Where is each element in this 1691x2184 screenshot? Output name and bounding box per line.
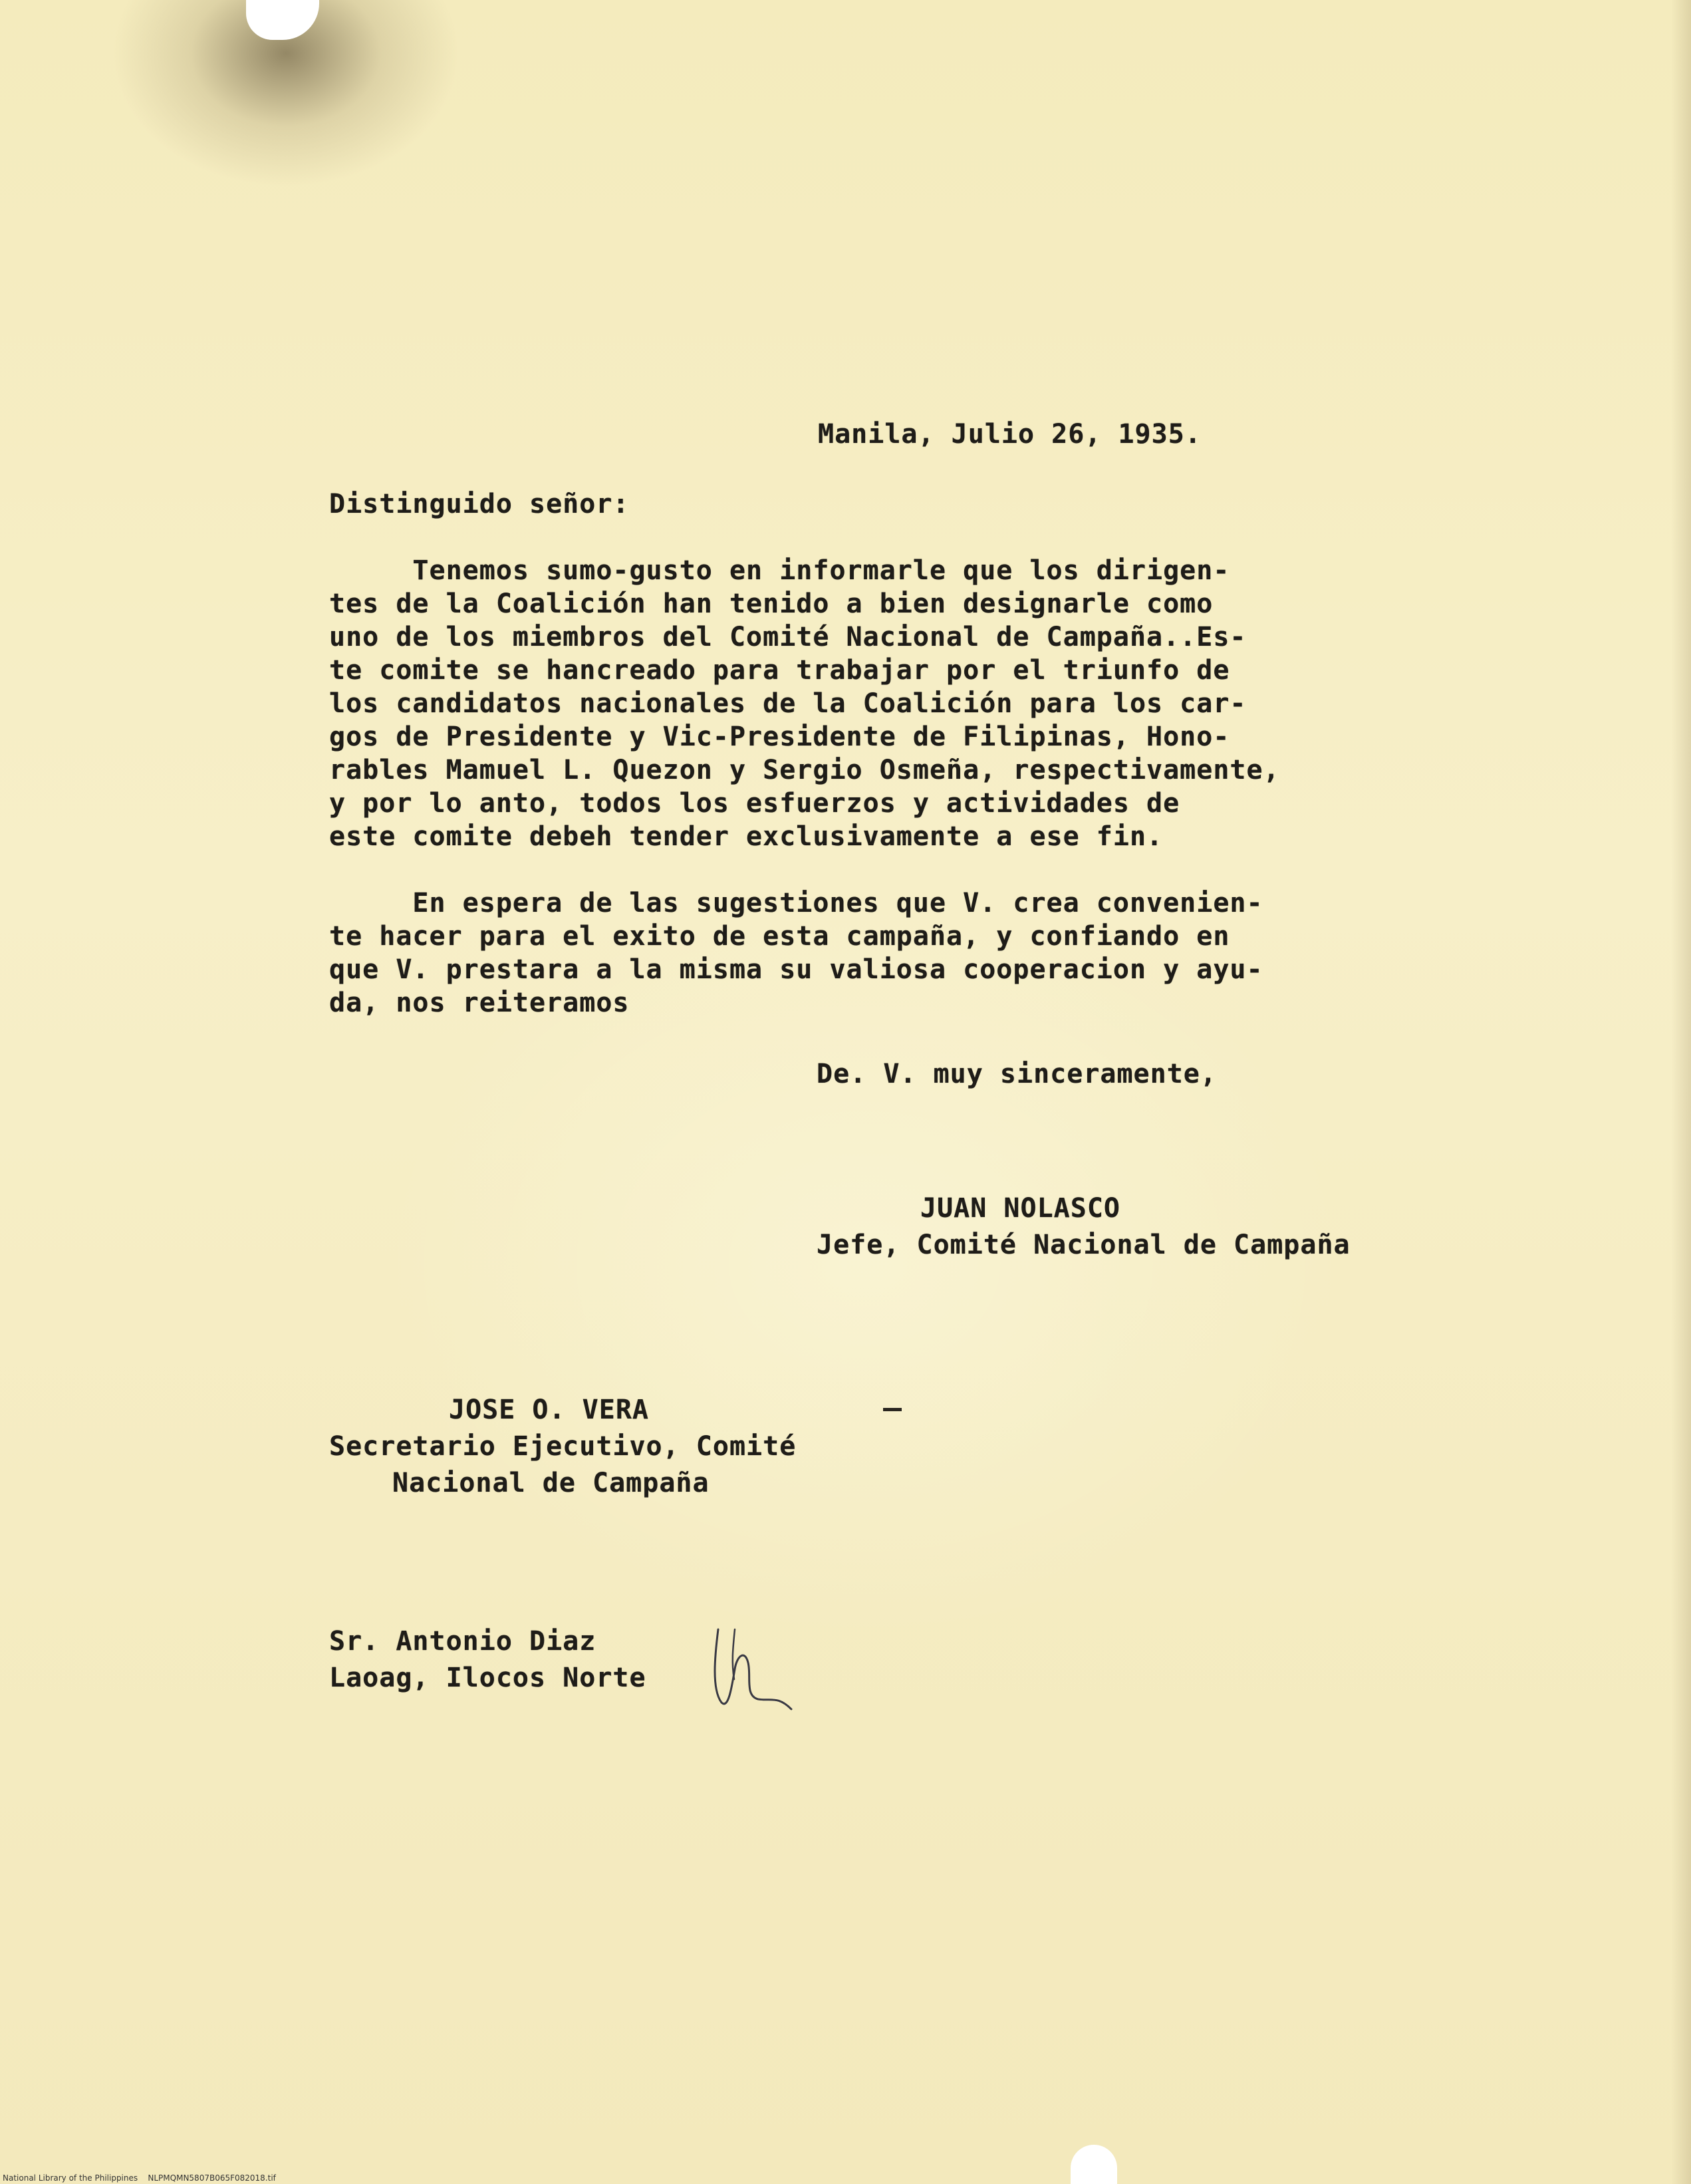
signatory-1-name: JUAN NOLASCO	[920, 1193, 1120, 1224]
letter-date: Manila, Julio 26, 1935.	[818, 419, 1202, 450]
signatory-2-name: JOSE O. VERA	[449, 1395, 649, 1425]
paragraph-line: que V. prestara a la misma su valiosa cooperacion y ayu-	[329, 954, 1263, 985]
paper-tear	[1071, 2145, 1117, 2184]
signatory-2-title-line-1: Secretario Ejecutivo, Comité	[329, 1431, 797, 1462]
recipient-location: Laoag, Ilocos Norte	[329, 1663, 646, 1693]
paragraph-line: y por lo anto, todos los esfuerzos y actividades de	[329, 788, 1180, 819]
paragraph-line: En espera de las sugestiones que V. crea convenien-	[329, 888, 1263, 918]
closing: De. V. muy sinceramente,	[817, 1059, 1217, 1089]
paragraph-line: te hacer para el exito de esta campaña, y confiando en	[329, 921, 1230, 952]
paragraph-line: los candidatos nacionales de la Coalición para los car-	[329, 688, 1247, 719]
salutation: Distinguido señor:	[329, 489, 630, 519]
paragraph-line: rables Mamuel L. Quezon y Sergio Osmeña, respectivamente,	[329, 755, 1280, 785]
paragraph-line: tes de la Coalición han tenido a bien designarle como	[329, 589, 1214, 619]
typed-dash	[883, 1408, 902, 1411]
paragraph-line: te comite se hancreado para trabajar por el triunfo de	[329, 655, 1230, 686]
signatory-1-title: Jefe, Comité Nacional de Campaña	[817, 1230, 1351, 1260]
paper-edge-shadow	[1671, 0, 1691, 2184]
recipient-name: Sr. Antonio Diaz	[329, 1626, 596, 1657]
paragraph-line: da, nos reiteramos	[329, 988, 630, 1018]
handwritten-initials-icon	[705, 1616, 805, 1716]
archive-footer: National Library of the Philippines NLPMQMN5807B065F082018.tif	[3, 2173, 276, 2183]
signatory-2-title-line-2: Nacional de Campaña	[392, 1468, 710, 1498]
paragraph-line: gos de Presidente y Vic-Presidente de Filipinas, Hono-	[329, 722, 1230, 752]
paragraph-line: uno de los miembros del Comité Nacional de Campaña..Es-	[329, 622, 1247, 652]
paragraph-line: este comite debeh tender exclusivamente a ese fin.	[329, 821, 1164, 852]
paragraph-line: Tenemos sumo-gusto en informarle que los dirigen-	[329, 555, 1230, 586]
burn-hole	[246, 0, 319, 40]
